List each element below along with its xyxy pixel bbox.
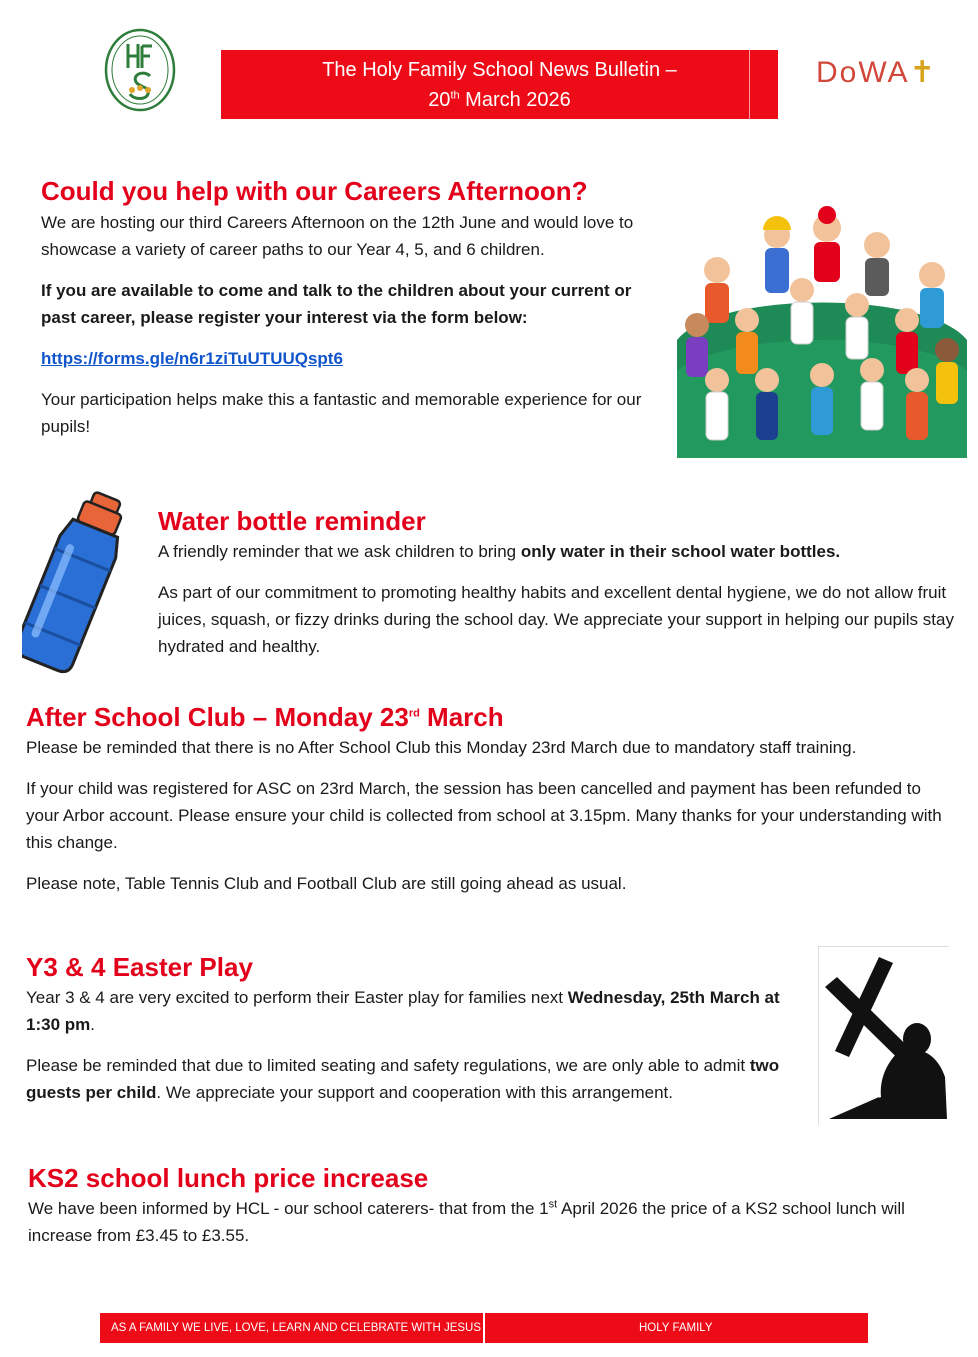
careers-section (41, 176, 656, 454)
bulletin-title-line1: The Holy Family School News Bulletin – (322, 59, 677, 81)
after-school-section (26, 702, 956, 911)
lunch-price-notice: We have been informed by HCL - our school caterers- that from the 1st April 2026 the price of a KS2 school lunch will increase from £3.45 to £3.55. (28, 1198, 905, 1245)
cross-icon: ✝ (909, 56, 937, 89)
water-policy: As part of our commitment to promoting healthy habits and excellent dental hygiene, we do not allow fruit juices, squash, or fizzy drinks during the school day. We appreciate your support in helping our pupils stay hydrated and healthy. (158, 583, 954, 656)
school-logo (104, 28, 176, 112)
after-school-notice: Please be reminded that there is no After School Club this Monday 23rd March due to mandatory staff training. (26, 738, 857, 757)
careers-request: If you are available to come and talk to the children about your current or past career, please register your interest via the form below: (41, 281, 632, 327)
banner-divider (749, 50, 750, 119)
careers-intro: We are hosting our third Careers Afternoon on the 12th June and would love to showcase a variety of career paths to our Year 4, 5, and 6 children. (41, 213, 634, 259)
easter-play-date: Year 3 & 4 are very excited to perform their Easter play for families next Wednesday, 25th March at 1:30 pm. (26, 988, 780, 1034)
water-bottle-icon (22, 490, 137, 675)
water-heading: Water bottle reminder (158, 506, 426, 536)
careers-thanks: Your participation helps make this a fantastic and memorable experience for our pupils! (41, 390, 642, 436)
bulletin-title-line2: 20th March 2026 (428, 89, 571, 111)
after-school-refund: If your child was registered for ASC on 23rd March, the session has been cancelled and payment has been refunded to your Arbor account. Please ensure your child is collected from school at 3.15pm. Many thanks for your understanding with this change. (26, 779, 942, 852)
easter-play-guests: Please be reminded that due to limited seating and safety regulations, we are only able to admit two guests per child. We appreciate your support and cooperation with this arrangement. (26, 1056, 780, 1102)
dowat-logo: DoWA✝ (816, 56, 937, 89)
water-reminder: A friendly reminder that we ask children to bring only water in their school water bottles. (158, 542, 841, 561)
careers-form-link[interactable]: https://forms.gle/n6r1ziTuUTUUQspt6 (41, 349, 343, 368)
careers-heading: Could you help with our Careers Afternoon? (41, 176, 588, 206)
lunch-price-heading: KS2 school lunch price increase (28, 1163, 429, 1193)
after-school-clubs-note: Please note, Table Tennis Club and Football Club are still going ahead as usual. (26, 874, 627, 893)
easter-play-heading: Y3 & 4 Easter Play (26, 952, 253, 982)
footer-school-name: HOLY FAMILY (639, 1322, 713, 1334)
water-section (158, 506, 958, 674)
lunch-price-section (28, 1163, 948, 1263)
bulletin-title-banner (221, 50, 778, 119)
after-school-heading: After School Club – Monday 23rd March (26, 702, 504, 732)
footer-divider (483, 1313, 485, 1343)
careers-illustration (677, 200, 967, 458)
footer-motto: AS A FAMILY WE LIVE, LOVE, LEARN AND CELEBRATE WITH JESUS (111, 1322, 482, 1334)
easter-play-section (26, 952, 786, 1120)
jesus-cross-icon (818, 946, 949, 1125)
